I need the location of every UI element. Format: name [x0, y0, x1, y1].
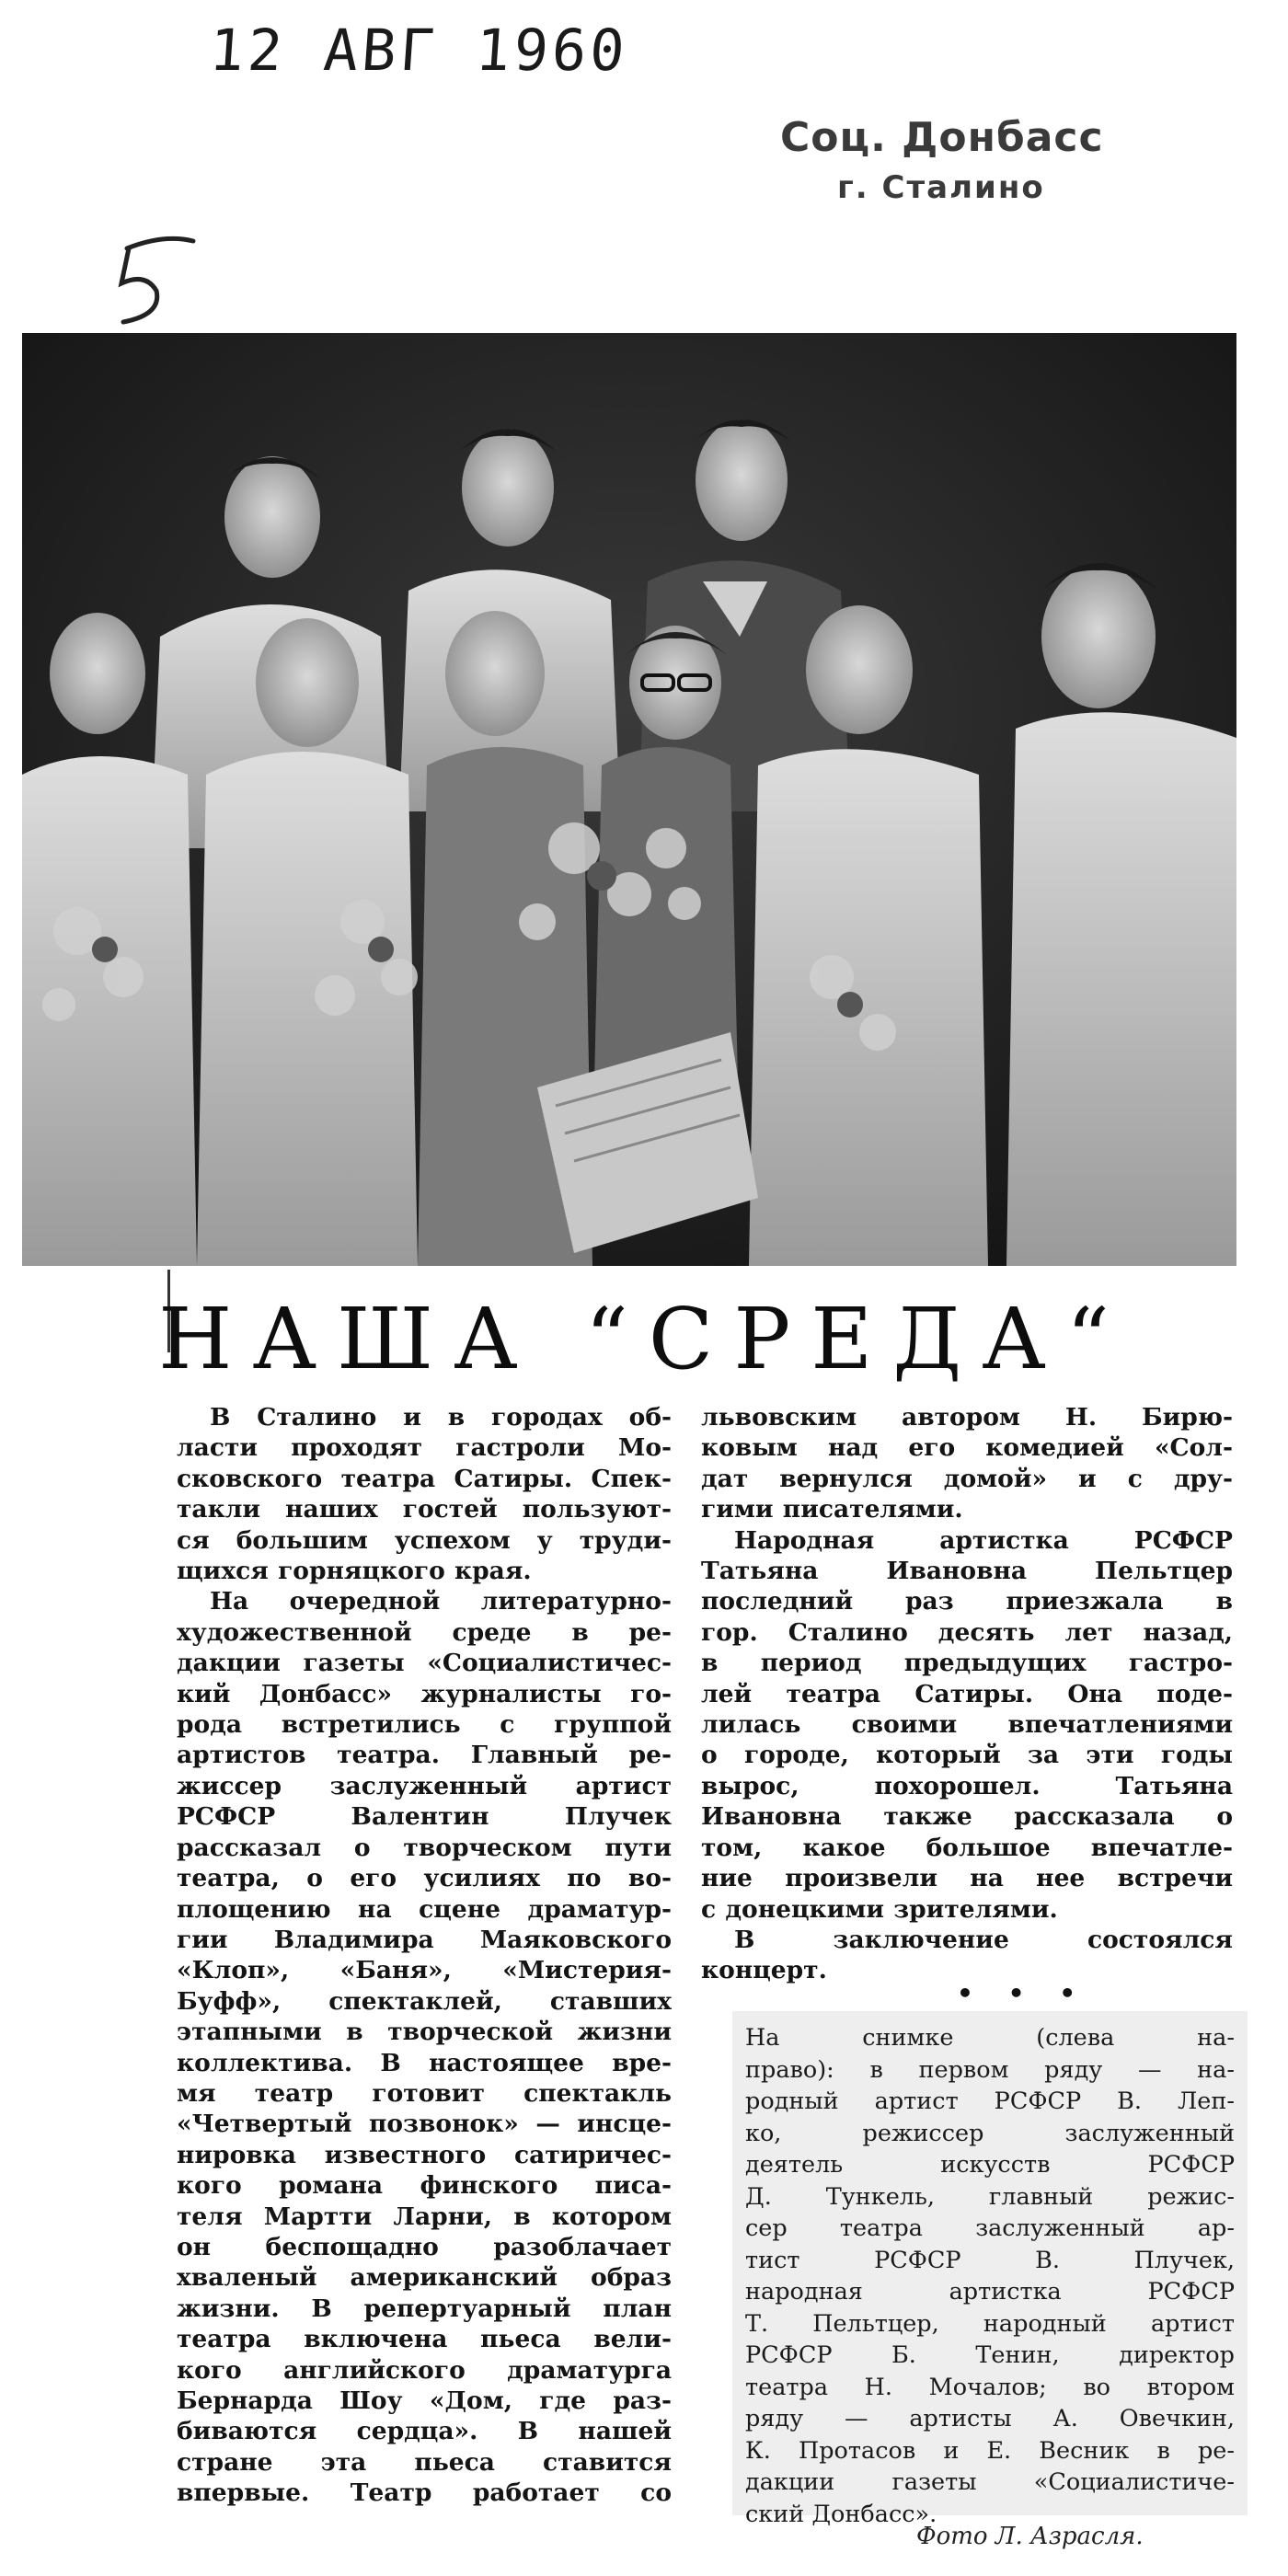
article-text-line: В Сталино и в городах об-: [210, 1403, 672, 1432]
article-text-line: гии Владимира Маяковского: [177, 1925, 672, 1954]
article-text-line: хваленый американский образ: [177, 2263, 672, 2293]
article-text-line: РСФСР Валентин Плучек: [177, 1802, 672, 1832]
article-text-line: жиссер заслуженный артист: [177, 1771, 672, 1800]
article-text-line: жизни. В репертуарный план: [177, 2294, 672, 2323]
article-text-line: биваются сердца». В нашей: [177, 2417, 672, 2446]
article-text-line: такли наших гостей пользуют-: [177, 1495, 672, 1524]
caption-text-line: народная артистка РСФСР: [745, 2278, 1235, 2306]
caption-text-line: Д. Тункель, главный режис-: [745, 2182, 1235, 2211]
article-text-line: стране эта пьеса ставится: [177, 2447, 672, 2477]
article-right-column: [701, 1402, 1233, 1986]
headline: НАША “СРЕДА“: [158, 1290, 1130, 1388]
article-text-line: Татьяна Ивановна Пельтцер: [701, 1557, 1233, 1586]
article-text-line: дат вернулся домой» и с дру-: [701, 1464, 1233, 1493]
article-text-line: гими писателями.: [701, 1495, 963, 1524]
article-text-line: Народная артистка РСФСР: [734, 1525, 1233, 1555]
article-text-line: ковым над его комедией «Сол-: [701, 1433, 1233, 1463]
article-text-line: «Четвертый позвонок» — инсце-: [177, 2110, 672, 2139]
caption-text-line: ко, режиссер заслуженный: [745, 2119, 1235, 2147]
article-text-line: ние произвели на нее встречи: [701, 1864, 1233, 1893]
caption-text-line: право): в первом ряду — на-: [745, 2055, 1235, 2084]
article-text-line: кого романа финского писа-: [177, 2171, 672, 2201]
article-text-line: с донецкими зрителями.: [701, 1894, 1058, 1924]
article-text-line: лей театра Сатиры. Она поде-: [701, 1679, 1233, 1708]
article-text-line: концерт.: [701, 1956, 827, 1985]
caption-text-line: деятель искусств РСФСР: [745, 2151, 1235, 2179]
caption-text-line: РСФСР Б. Тенин, директор: [745, 2341, 1235, 2369]
article-text-line: художественной среде в ре-: [177, 1617, 672, 1647]
article-text-line: театра, о его усилиях по во-: [177, 1864, 672, 1893]
article-left-column: [177, 1402, 672, 2509]
article-text-line: театра включена пьеса вели-: [177, 2325, 672, 2354]
handwritten-mark-icon: [109, 230, 210, 331]
group-photo-image: [22, 333, 1236, 1266]
caption-text-line: родный артист РСФСР В. Леп-: [745, 2087, 1235, 2115]
caption-text-line: тист РСФСР В. Плучек,: [745, 2246, 1235, 2274]
article-text-line: Бернарда Шоу «Дом, где раз-: [177, 2386, 672, 2415]
article-text-line: лилась своими впечатлениями: [701, 1710, 1233, 1740]
article-text-line: Буфф», спектаклей, ставших: [177, 1986, 672, 2016]
article-text-line: кого английского драматурга: [177, 2355, 672, 2385]
group-photo: [22, 333, 1236, 1266]
article-text-line: площению на сцене драматур-: [177, 1894, 672, 1924]
article-text-line: гор. Сталино десять лет назад,: [701, 1617, 1233, 1647]
article-text-line: впервые. Театр работает со: [177, 2478, 672, 2508]
photo-caption-box: [732, 2011, 1248, 2528]
article-text-line: рода встретились с группой: [177, 1710, 672, 1740]
article-text-line: В заключение состоялся: [734, 1925, 1233, 1954]
article-text-line: коллектива. В настоящее вре-: [177, 2048, 672, 2077]
article-text-line: вырос, похорошел. Татьяна: [701, 1771, 1233, 1800]
article-text-line: щихся горняцкого края.: [177, 1557, 532, 1586]
article-text-line: ласти проходят гастроли Мо-: [177, 1433, 672, 1463]
article-text-line: этапными в творческой жизни: [177, 2018, 672, 2047]
caption-text-line: ряду — артисты А. Овечкин,: [745, 2405, 1235, 2432]
article-text-line: мя театр готовит спектакль: [177, 2078, 672, 2108]
article-text-line: в период предыдущих гастро-: [701, 1649, 1233, 1678]
newspaper-stamp: Соц. Донбасс: [780, 114, 1104, 161]
article-text-line: сковского театра Сатиры. Спек-: [177, 1464, 672, 1493]
article-text-line: он беспощадно разоблачает: [177, 2232, 672, 2261]
article-text-line: том, какое большое впечатле-: [701, 1833, 1233, 1862]
article-text-line: дакции газеты «Социалистичес-: [177, 1649, 672, 1678]
caption-text-line: Т. Пельтцер, народный артист: [745, 2309, 1235, 2338]
caption-text-line: театра Н. Мочалов; во втором: [745, 2373, 1235, 2401]
article-text-line: нировка известного сатиричес-: [177, 2140, 672, 2169]
caption-text-line: сер театра заслуженный ар-: [745, 2214, 1235, 2242]
photo-credit: Фото Л. Азрасля.: [916, 2523, 1144, 2550]
caption-text-line: К. Протасов и Е. Весник в ре-: [745, 2436, 1235, 2465]
caption-text-line: ский Донбасс».: [745, 2500, 937, 2528]
article-text-line: «Клоп», «Баня», «Мистерия-: [177, 1956, 672, 1985]
article-text-line: кий Донбасс» журналисты го-: [177, 1679, 672, 1708]
article-text-line: львовским автором Н. Бирю-: [701, 1403, 1233, 1432]
caption-text-line: дакции газеты «Социалистиче-: [745, 2468, 1235, 2496]
article-text-line: последний раз приезжала в: [701, 1587, 1233, 1616]
article-text-line: Ивановна также рассказала о: [701, 1802, 1233, 1832]
article-text-line: о городе, который за эти годы: [701, 1741, 1233, 1770]
date-stamp: 12 АВГ 1960: [207, 17, 631, 84]
article-text-line: теля Мартти Ларни, в котором: [177, 2202, 672, 2231]
article-text-line: рассказал о творческом пути: [177, 1833, 672, 1862]
caption-text-line: На снимке (слева на-: [745, 2024, 1235, 2052]
photo-caption: [745, 2022, 1235, 2530]
section-divider: • • •: [957, 1978, 1089, 2008]
article-text-line: артистов театра. Главный ре-: [177, 1741, 672, 1770]
article-text-line: ся большим успехом у труди-: [177, 1525, 672, 1555]
city-stamp: г. Сталино: [837, 169, 1045, 206]
article-text-line: На очередной литературно-: [210, 1587, 672, 1616]
